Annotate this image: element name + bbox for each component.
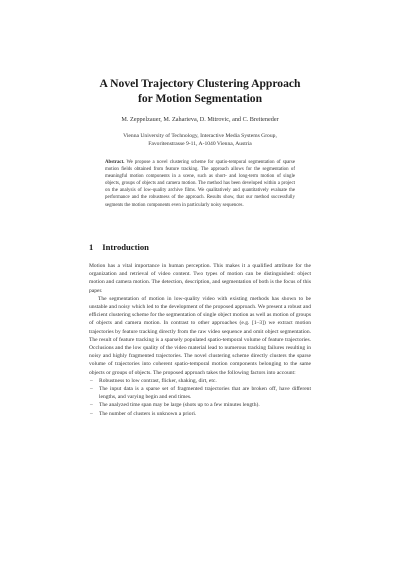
title-line-1: A Novel Trajectory Clustering Approach — [99, 77, 301, 90]
affiliation — [0, 132, 400, 148]
list-item: – The analyzed time span may be large (shots up to a few minutes length). — [89, 401, 311, 409]
factor-list — [89, 377, 311, 418]
author-list: M. Zeppelzauer, M. Zaharieva, D. Mitrovic, and C. Breiteneder — [121, 116, 279, 123]
affiliation-line-1: Vienna University of Technology, Interactive Media Systems Group, — [123, 133, 277, 139]
abstract — [105, 159, 295, 209]
section-number: 1 — [89, 242, 94, 252]
list-item: – Robustness to low contrast, flicker, shaking, dirt, etc. — [89, 377, 311, 385]
abstract-text: We propose a novel clustering scheme for spatio-temporal segmentation of sparse motion fields obtained from feature tracking. The approach allows for the segmentation of meaningful motion components in a scene, such as short- and long-term motion of single objects, groups of objects and camera motion. The method has been developed within a project on the analysis of low-quality archive films. We qualitatively and quantitatively evaluate the performance and the robustness of the approach. Results show, that our method successfully segments the motion components even in particularly noisy sequences. — [105, 160, 295, 208]
section-heading — [89, 242, 149, 252]
title-line-2: for Motion Segmentation — [137, 92, 263, 105]
section-title: Introduction — [102, 242, 149, 252]
paper-title — [0, 76, 400, 106]
section-body — [89, 262, 311, 418]
abstract-label: Abstract. — [105, 160, 125, 165]
body-paragraph: The segmentation of motion in low-quality video with existing methods has shown to be unstable and noisy which led to the development of the proposed approach. We present a robust and efficient clustering scheme for the segmentation of single object motion as well as motion of groups of objects and camera motion. In contrast to other approaches (e.g. [1–3]) we extract motion trajectories by feature tracking directly from the raw video sequence and omit object segmentation. The result of feature tracking is a sparsely populated spatio-temporal volume of feature trajectories. Occlusions and the low quality of the video material lead to numerous tracking failures resulting in noisy and highly fragmented trajectories. The novel clustering scheme directly clusters the sparse volume of trajectories into coherent spatio-temporal motion components belonging to the same objects or groups of objects. The proposed approach takes the following factors into account: — [89, 295, 311, 376]
list-item: – The number of clusters is unknown a priori. — [89, 410, 311, 418]
list-item: – The input data is a sparse set of fragmented trajectories that are broken off, have different lengths, and varying begin and end times. — [89, 385, 311, 401]
affiliation-line-2: Favoritenstrasse 9-11, A-1040 Vienna, Austria — [148, 141, 252, 147]
body-paragraph: Motion has a vital importance in human perception. This makes it a qualified attribute for the organization and retrieval of video content. Two types of motion can be distinguished: object motion and camera motion. The detection, description, and segmentation of both is the focus of this paper. — [89, 263, 311, 294]
